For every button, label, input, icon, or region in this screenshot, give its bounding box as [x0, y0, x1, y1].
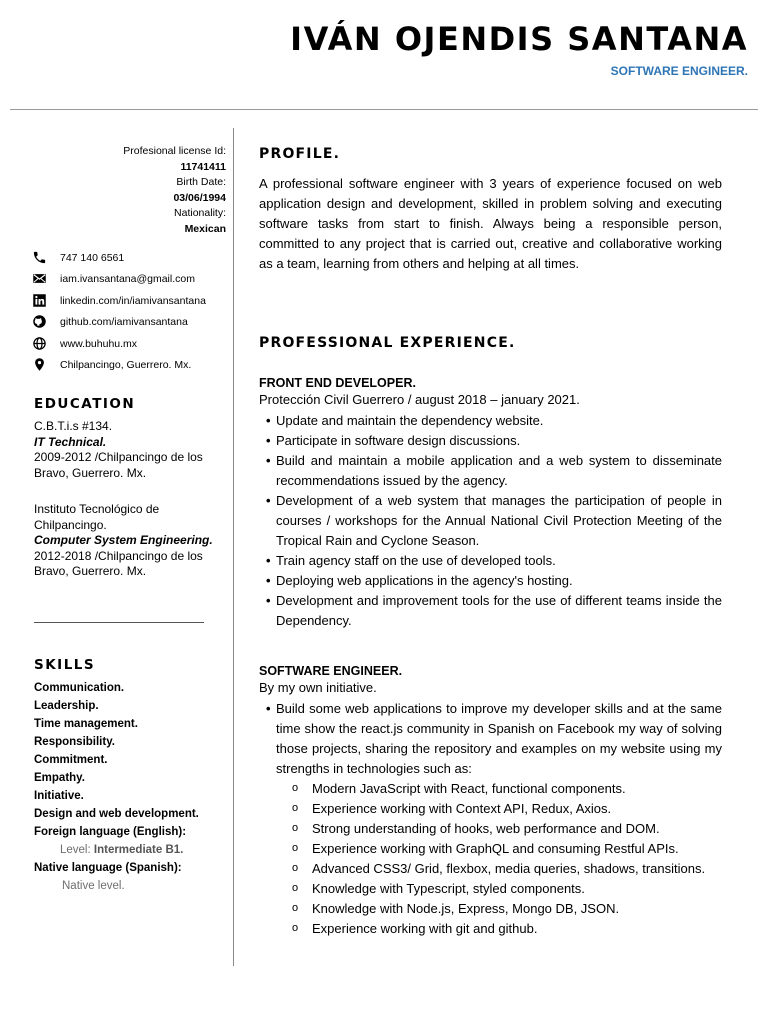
job-company: Protección Civil Guerrero / august 2018 – january 2021. [259, 392, 580, 407]
skill-item: Commitment. [34, 754, 108, 766]
email-icon [32, 271, 48, 287]
job-bullet: • Deploying web applications in the agency's hosting. [259, 571, 722, 591]
job-company: By my own initiative. [259, 680, 377, 695]
skill-item: Responsibility. [34, 736, 115, 748]
contact-linkedin[interactable] [32, 290, 232, 312]
job-title-heading: SOFTWARE ENGINEER. [610, 64, 748, 78]
job-bullet: • Update and maintain the dependency website. [259, 411, 722, 431]
job-bullet: • Train agency staff on the use of developed tools. [259, 551, 722, 571]
experience-heading: PROFESSIONAL EXPERIENCE. [259, 335, 516, 351]
linkedin-icon [32, 293, 48, 309]
contact-linkedin-text[interactable]: linkedin.com/in/iamivansantana [60, 294, 206, 307]
tech-subitem: o Advanced CSS3/ Grid, flexbox, media queries, shadows, transitions. [259, 859, 722, 879]
education-institution: C.B.T.i.s #134. [34, 419, 113, 433]
contact-website-text[interactable]: www.buhuhu.mx [60, 337, 138, 350]
contact-list [32, 247, 232, 376]
tech-subitem: o Experience working with Context API, Redux, Axios. [259, 799, 722, 819]
location-icon [32, 357, 48, 373]
job-bullets [259, 411, 722, 631]
skill-item: Empathy. [34, 772, 85, 784]
job-bullet: • Participate in software design discussions. [259, 431, 722, 451]
spanish-level: Native level. [62, 880, 125, 892]
job-bullet: • Build and maintain a mobile application and a web system to disseminate recommendations issued by the agency. [259, 451, 722, 491]
contact-phone [32, 247, 232, 269]
nationality-label: Nationality: [174, 207, 226, 219]
tech-subitem: o Knowledge with Typescript, styled components. [259, 879, 722, 899]
tech-subitem: o Strong understanding of hooks, web performance and DOM. [259, 819, 722, 839]
tech-subitem: o Experience working with GraphQL and consuming Restful APIs. [259, 839, 722, 859]
skills-heading: SKILLS [34, 657, 96, 673]
globe-icon [32, 336, 48, 352]
phone-icon [32, 250, 48, 266]
job-bullet: • Build some web applications to improve my developer skills and at the same time show the react.js community in Spanish on Facebook my way of solving those projects, sharing the repository and examples on my website using my strengths in technologies such as: [259, 699, 722, 779]
skill-item: Leadership. [34, 700, 99, 712]
english-level-prefix: Level: [60, 844, 91, 856]
skill-item: Communication. [34, 682, 125, 694]
skills-list [34, 679, 229, 895]
birth-date-value: 03/06/1994 [173, 191, 226, 204]
contact-email-text[interactable]: iam.ivansantana@gmail.com [60, 273, 195, 286]
job-entry [259, 663, 722, 939]
contact-github[interactable] [32, 312, 232, 334]
job-bullets [259, 699, 722, 779]
contact-github-text[interactable]: github.com/iamivansantana [60, 316, 188, 329]
license-value: 11741411 [180, 160, 226, 173]
english-level-value: Intermediate B1. [93, 844, 184, 856]
education-degree: Computer System Engineering. [34, 533, 213, 547]
column-divider [233, 128, 234, 966]
skill-item: Design and web development. [34, 808, 199, 820]
tech-sublist [259, 779, 722, 939]
resume-name: IVÁN OJENDIS SANTANA [290, 20, 748, 58]
job-bullet: • Development and improvement tools for the use of different teams inside the Dependency. [259, 591, 722, 631]
github-icon [32, 314, 48, 330]
profile-heading: PROFILE. [259, 146, 341, 162]
spanish-language-label: Native language (Spanish): [34, 862, 182, 874]
personal-info [123, 144, 226, 237]
education-entry [34, 502, 224, 580]
english-language-label: Foreign language (English): [34, 826, 187, 838]
education-heading: EDUCATION [34, 396, 136, 412]
job-title: SOFTWARE ENGINEER. [259, 664, 403, 678]
header-divider [10, 109, 758, 110]
nationality-value: Mexican [184, 222, 226, 235]
education-degree: IT Technical. [34, 434, 107, 449]
job-title: FRONT END DEVELOPER. [259, 376, 416, 390]
contact-location-text: Chilpancingo, Guerrero. Mx. [60, 359, 192, 372]
contact-email[interactable] [32, 269, 232, 291]
license-label: Profesional license Id: [123, 145, 226, 157]
education-period: 2009-2012 /Chilpancingo de los Bravo, Guerrero. Mx. [34, 450, 203, 480]
skill-item: Initiative. [34, 790, 84, 802]
education-period: 2012-2018 /Chilpancingo de los Bravo, Guerrero. Mx. [34, 548, 203, 578]
profile-text: A professional software engineer with 3 years of experience focused on web application design and development, skilled in problem solving and executing software tasks from start to finish. Always being a responsible person, committed to any project that is carried out, creative and collaborative working as a team, learning from others and helping at all times. [259, 176, 722, 271]
tech-subitem: o Knowledge with Node.js, Express, Mongo DB, JSON. [259, 899, 722, 919]
birth-date-label: Birth Date: [176, 176, 226, 188]
skill-item: Time management. [34, 718, 138, 730]
education-entry [34, 419, 224, 481]
job-bullet: • Development of a web system that manages the participation of people in courses / workshops for the Annual National Civil Protection Meeting of the Tropical Rain and Cyclone Season. [259, 491, 722, 551]
tech-subitem: o Experience working with git and github. [259, 919, 722, 939]
education-institution: Instituto Tecnológico de Chilpancingo. [34, 502, 160, 532]
contact-website[interactable] [32, 333, 232, 355]
contact-phone-text: 747 140 6561 [60, 251, 125, 264]
section-divider [34, 622, 204, 623]
job-entry [259, 375, 722, 631]
contact-location [32, 355, 232, 377]
tech-subitem: o Modern JavaScript with React, functional components. [259, 779, 722, 799]
english-level [34, 841, 229, 859]
